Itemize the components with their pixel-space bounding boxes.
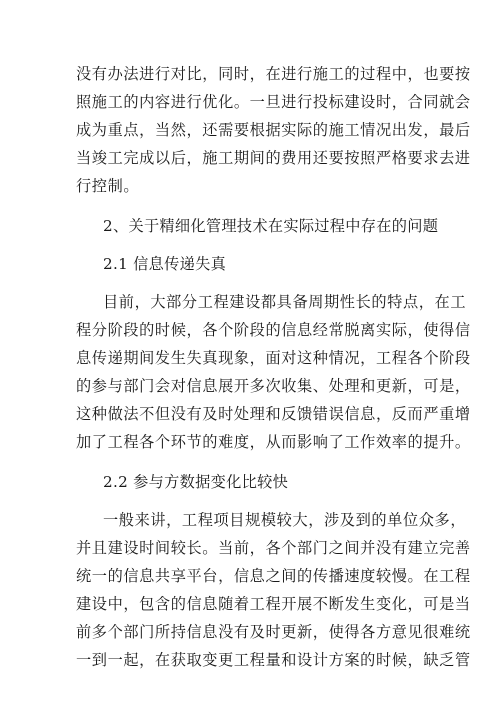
text-line: 统一的信息共享平台，信息之间的传播速度较慢。在工程 <box>76 567 471 585</box>
text-line: 的参与部门会对信息展开多次收集、处理和更新，可是， <box>76 377 471 395</box>
text-line: 成为重点，当然，还需要根据实际的施工情况出发，最后 <box>76 121 471 139</box>
paragraph-information-distortion <box>76 288 471 456</box>
paragraph-continuation <box>76 60 471 200</box>
document-page <box>76 60 471 674</box>
paragraph-data-changes <box>76 506 471 674</box>
text-line: 加了工程各个环节的难度，从而影响了工作效率的提升。 <box>76 433 471 451</box>
text-line: 一般来讲，工程项目规模较大，涉及到的单位众多， <box>103 511 467 529</box>
text-line: 前多个部门所持信息没有及时更新，使得各方意见很难统 <box>76 623 471 641</box>
text-line: 息传递期间发生失真现象，面对这种情况，工程各个阶段 <box>76 349 471 367</box>
text-line: 这种做法不但没有及时处理和反馈错误信息，反而严重增 <box>76 405 471 423</box>
text-line: 并且建设时间较长。当前，各个部门之间并没有建立完善 <box>76 539 471 557</box>
subsection-heading-2-1: 2.1 信息传递失真 <box>103 255 227 273</box>
text-line: 当竣工完成以后，施工期间的费用还要按照严格要求去进 <box>76 149 471 167</box>
text-line: 照施工的内容进行优化。一旦进行投标建设时，合同就会 <box>76 93 471 111</box>
text-line: 一到一起，在获取变更工程量和设计方案的时候，缺乏管 <box>76 651 471 669</box>
text-line: 程分阶段的时候，各个阶段的信息经常脱离实际，使得信 <box>76 321 471 339</box>
subsection-heading-2-2: 2.2 参与方数据变化比较快 <box>103 473 289 491</box>
section-heading-2: 2、关于精细化管理技术在实际过程中存在的问题 <box>103 217 439 235</box>
text-line: 目前，大部分工程建设都具备周期性长的特点，在工 <box>103 293 467 311</box>
text-line: 没有办法进行对比，同时，在进行施工的过程中，也要按 <box>76 65 471 83</box>
text-line: 行控制。 <box>76 177 140 195</box>
text-line: 建设中，包含的信息随着工程开展不断发生变化，可是当 <box>76 595 471 613</box>
